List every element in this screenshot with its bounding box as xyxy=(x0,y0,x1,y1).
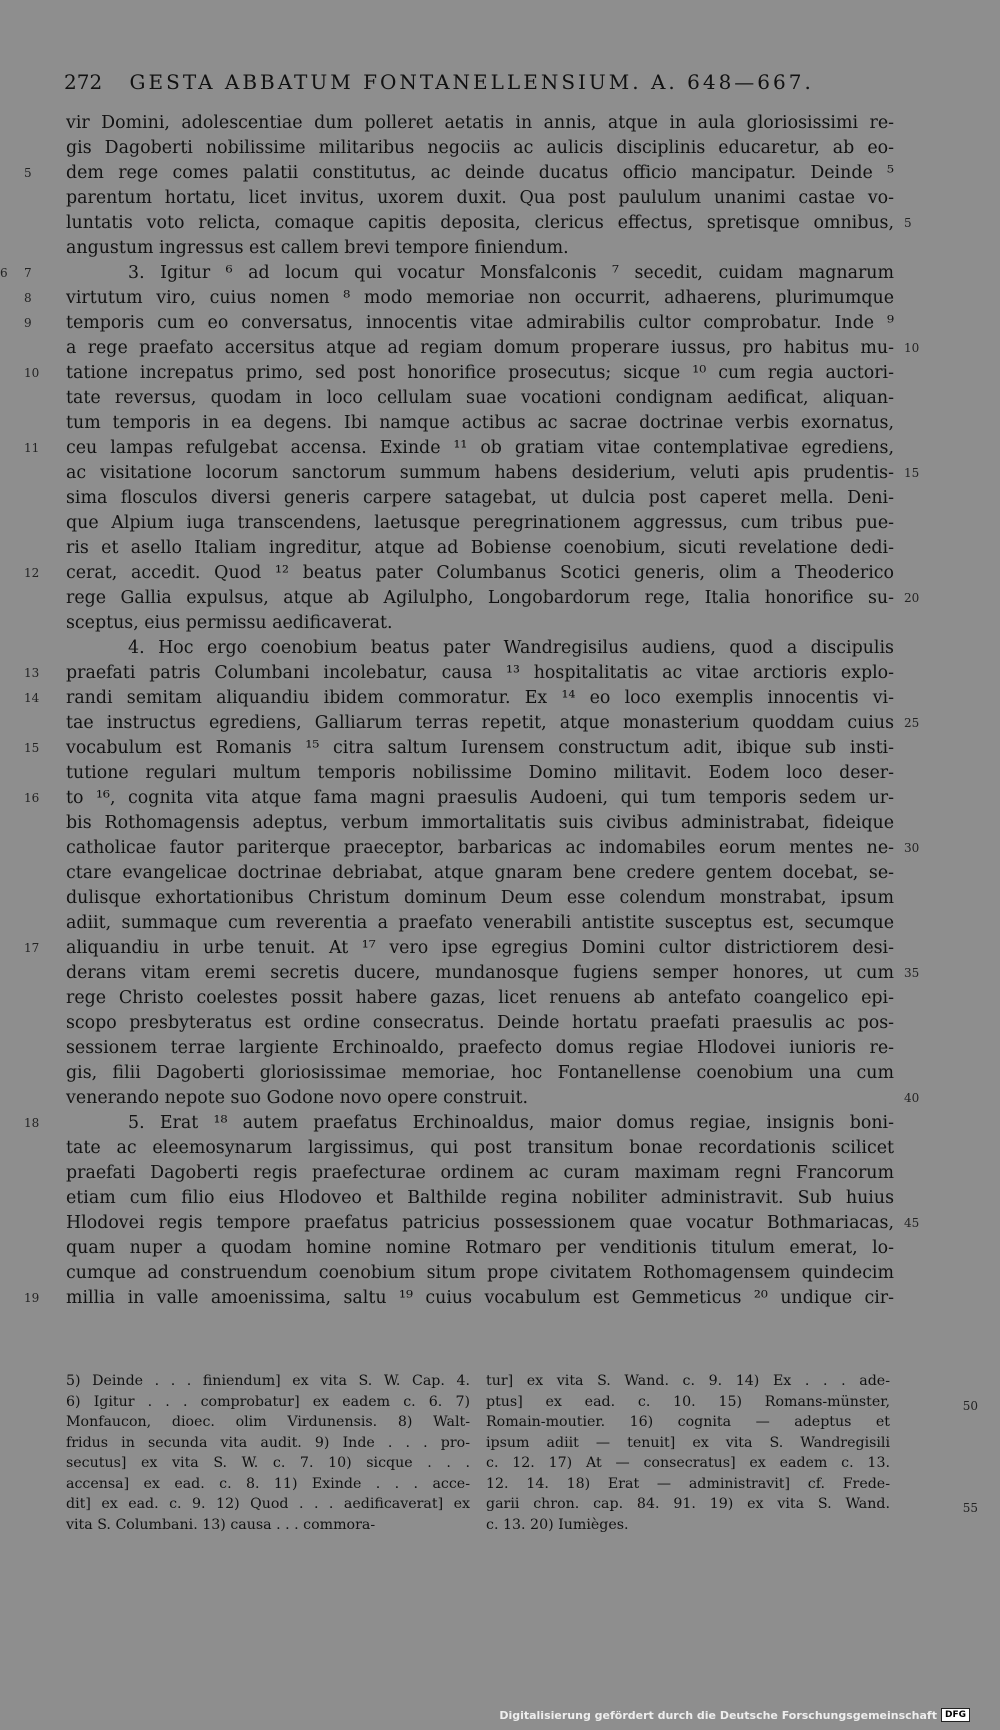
text-line xyxy=(66,186,894,211)
line-text: cerat, accedit. Quod ¹² beatus pater Columbanus Scotici generis, olim a Theoderico xyxy=(66,563,894,583)
line-text: ctare evangelicae doctrinae debriabat, atque gnaram bene credere gentem docebat, se- xyxy=(66,863,894,883)
footnote-line: secutus] ex vita S. W. c. 7. 10) sicque . . . xyxy=(66,1455,470,1471)
footnote-line: dit] ex ead. c. 9. 12) Quod . . . aedificaverat] ex xyxy=(66,1496,470,1512)
margin-line-number-left: 10 xyxy=(24,366,40,380)
text-line xyxy=(24,311,894,336)
line-text: sessionem terrae largiente Erchinoaldo, praefecto domus regiae Hlodovei iunioris re- xyxy=(66,1038,894,1058)
main-text xyxy=(0,111,920,1311)
line-text: vocabulum est Romanis ¹⁵ citra saltum Iurensem constructum adit, ibique sub insti- xyxy=(66,738,894,758)
text-line xyxy=(24,436,894,461)
line-text: derans vitam eremi secretis ducere, mundanosque fugiens semper honores, ut cum xyxy=(66,963,894,983)
text-line xyxy=(66,911,894,936)
line-text: venerando nepote suo Godone novo opere construit. xyxy=(66,1088,529,1108)
line-text: que Alpium iuga transcendens, laetusque peregrinationem aggressus, cum tribus pue- xyxy=(66,513,894,533)
line-text: praefati Dagoberti regis praefecturae ordinem ac curam maximam regni Francorum xyxy=(66,1163,894,1183)
margin-line-number-left: 19 xyxy=(24,1291,40,1305)
footnote-line: ptus] ex ead. c. 10. 15) Romans-münster, xyxy=(486,1393,890,1410)
footnotes-right-column xyxy=(486,1371,890,1535)
margin-line-number-right: 45 xyxy=(904,1216,920,1230)
text-line xyxy=(66,811,894,836)
line-text: tae instructus egrediens, Galliarum terras repetit, atque monasterium quoddam cuius xyxy=(66,713,894,733)
footnote-line: fridus in secunda vita audit. 9) Inde . . . pro- xyxy=(66,1434,470,1451)
line-text: scopo presbyteratus est ordine consecratus. Deinde hortatu praefati praesulis ac pos- xyxy=(66,1013,894,1033)
text-line xyxy=(66,536,894,561)
footnote-line: accensa] ex ead. c. 8. 11) Exinde . . . acce- xyxy=(66,1475,470,1492)
footnote-line: tur] ex vita S. Wand. c. 9. 14) Ex . . . ade- xyxy=(486,1373,890,1389)
text-line xyxy=(66,411,894,436)
text-line xyxy=(24,361,894,386)
text-line xyxy=(24,786,894,811)
line-text: dulisque exhortationibus Christum dominum Deum esse colendum monstrabat, ipsum xyxy=(66,888,894,908)
dfg-logo: DFG xyxy=(941,1708,970,1722)
text-line xyxy=(66,486,894,511)
line-text: 3. Igitur ⁶ ad locum qui vocatur Monsfalconis ⁷ secedit, cuidam magnarum xyxy=(128,263,894,283)
line-text: tate reversus, quodam in loco cellulam suae vocationi condignam aedificat, aliquan- xyxy=(66,388,894,408)
line-text: tate ac eleemosynarum largissimus, qui post transitum bonae recordationis scilicet xyxy=(66,1138,894,1158)
footnote-line: Monfaucon, dioec. olim Virdunensis. 8) Walt- xyxy=(66,1414,470,1430)
line-text: etiam cum filio eius Hlodoveo et Balthilde regina nobiliter administravit. Sub huius xyxy=(66,1188,894,1208)
footnotes xyxy=(66,1371,890,1535)
text-line xyxy=(66,611,894,636)
text-line xyxy=(24,1286,894,1311)
line-text: bis Rothomagensis adeptus, verbum immortalitatis suis civibus administrabat, fideique xyxy=(66,813,894,833)
text-line xyxy=(24,286,894,311)
line-text: ris et asello Italiam ingreditur, atque ad Bobiense coenobium, sicuti revelatione dedi- xyxy=(66,538,894,558)
text-line xyxy=(66,986,894,1011)
text-line xyxy=(66,111,894,136)
text-line xyxy=(66,461,920,486)
margin-line-number-right: 10 xyxy=(904,341,920,355)
text-line xyxy=(66,836,920,861)
line-text: to ¹⁶, cognita vita atque fama magni praesulis Audoeni, qui tum temporis sedem ur- xyxy=(66,788,894,808)
margin-line-number-right: 5 xyxy=(904,216,912,230)
line-text: adiit, summaque cum reverentia a praefato venerabili antistite susceptus est, secumque xyxy=(66,913,894,933)
text-line xyxy=(24,561,894,586)
margin-line-number-left: 16 xyxy=(24,791,40,805)
text-line xyxy=(24,1111,894,1136)
line-text: tum temporis in ea degens. Ibi namque actibus ac sacrae doctrinae verbis exornatus, xyxy=(66,413,894,433)
line-text: gis Dagoberti nobilissime militaribus negociis ac aulicis disciplinis educaretur, ab eo- xyxy=(66,138,894,158)
text-line xyxy=(66,1086,920,1111)
line-text: luntatis voto relicta, comaque capitis deposita, clericus effectus, spretisque omnibus, xyxy=(66,213,894,233)
text-line xyxy=(66,336,920,361)
margin-line-number-left: 18 xyxy=(24,1116,40,1130)
text-line xyxy=(66,211,912,236)
line-text: tutione regulari multum temporis nobilissime Domino militavit. Eodem loco deser- xyxy=(66,763,894,783)
footnote-line: Romain-moutier. 16) cognita — adeptus et xyxy=(486,1414,890,1430)
line-text: sceptus, eius permissu aedificaverat. xyxy=(66,613,393,633)
text-line xyxy=(66,711,920,736)
page-number: 272 xyxy=(64,70,103,94)
text-line xyxy=(66,886,894,911)
margin-line-number-left: 12 xyxy=(24,566,40,580)
margin-line-number-right: 30 xyxy=(904,841,920,855)
margin-line-number-left: 5 xyxy=(24,166,32,180)
margin-line-number-right: 40 xyxy=(904,1091,920,1105)
margin-line-number-left: 11 xyxy=(24,441,40,455)
line-text: randi semitam aliquandiu ibidem commoratur. Ex ¹⁴ eo loco exemplis innocentis vi- xyxy=(66,688,894,708)
line-text: parentum hortatu, licet invitus, uxorem duxit. Qua post paululum unanimi castae vo- xyxy=(66,188,894,208)
line-text: 4. Hoc ergo coenobium beatus pater Wandregisilus audiens, quod a discipulis xyxy=(128,638,894,658)
digitization-footer xyxy=(499,1708,970,1722)
margin-line-number-left: 9 xyxy=(24,316,32,330)
footnote-line: c. 12. 17) At — consecratus] ex eadem c. 13. xyxy=(486,1455,890,1471)
text-line xyxy=(66,1236,894,1261)
margin-line-number-right: 15 xyxy=(904,466,920,480)
footer-text: Digitalisierung gefördert durch die Deutsche Forschungsgemeinschaft xyxy=(499,1708,937,1722)
text-line xyxy=(24,661,894,686)
text-line xyxy=(66,136,894,161)
line-text: sima flosculos diversi generis carpere satagebat, ut dulcia post caperet mella. Deni- xyxy=(66,488,894,508)
footnotes-left-column xyxy=(66,1371,470,1535)
margin-line-number-right: 35 xyxy=(904,966,920,980)
line-text: ceu lampas refulgebat accensa. Exinde ¹¹ ob gratiam vitae contemplativae egrediens, xyxy=(66,438,894,458)
line-text: angustum ingressus est callem brevi tempore finiendum. xyxy=(66,238,569,258)
line-text: Hlodovei regis tempore praefatus patricius possessionem quae vocatur Bothmariacas, xyxy=(66,1213,894,1233)
margin-line-number-left: 14 xyxy=(24,691,40,705)
page-header xyxy=(64,70,944,94)
text-line xyxy=(24,686,894,711)
text-line xyxy=(66,1061,894,1086)
footnote-line: vita S. Columbani. 13) causa . . . commora- xyxy=(66,1516,376,1533)
text-line xyxy=(66,1261,894,1286)
text-line xyxy=(66,1011,894,1036)
line-text: catholicae fautor pariterque praeceptor, barbaricas ac indomabiles eorum mentes ne- xyxy=(66,838,894,858)
margin-line-number: 50 xyxy=(962,1399,978,1413)
line-text: rege Gallia expulsus, atque ab Agilulpho, Longobardorum rege, Italia honorifice su- xyxy=(66,588,894,608)
text-line xyxy=(24,936,894,961)
footnote-line: garii chron. cap. 84. 91. 19) ex vita S. Wand. xyxy=(486,1496,890,1512)
text-line xyxy=(66,761,894,786)
margin-line-number-right: 25 xyxy=(904,716,920,730)
text-line xyxy=(66,961,920,986)
text-line xyxy=(0,261,894,286)
text-line xyxy=(66,1136,894,1161)
text-line xyxy=(66,861,894,886)
line-text: tatione increpatus primo, sed post honorifice prosecutus; sicque ¹⁰ cum regia auctori- xyxy=(66,363,894,383)
margin-line-number-left: 8 xyxy=(24,291,32,305)
footnote-line: 12. 14. 18) Erat — administravit] cf. Frede- xyxy=(486,1475,890,1492)
margin-line-number-outer: 6 xyxy=(0,266,8,280)
text-line xyxy=(66,636,894,661)
line-text: quam nuper a quodam homine nomine Rotmaro per venditionis titulum emerat, lo- xyxy=(66,1238,894,1258)
footnote-line: c. 13. 20) Iumièges. xyxy=(486,1516,629,1533)
margin-line-number-left: 7 xyxy=(24,266,32,280)
line-text: ac visitatione locorum sanctorum summum habens desiderium, veluti apis prudentis- xyxy=(66,463,894,483)
margin-line-number-left: 15 xyxy=(24,741,40,755)
text-line xyxy=(66,586,920,611)
line-text: temporis cum eo conversatus, innocentis vitae admirabilis cultor comprobatur. Inde ⁹ xyxy=(66,313,894,333)
line-text: a rege praefato accersitus atque ad regiam domum properare iussus, pro habitus mu- xyxy=(66,338,894,358)
text-line xyxy=(66,1161,894,1186)
line-text: rege Christo coelestes possit habere gazas, licet renuens ab antefato coangelico epi- xyxy=(66,988,894,1008)
text-line xyxy=(66,386,894,411)
text-line xyxy=(66,1186,894,1211)
line-text: aliquandiu in urbe tenuit. At ¹⁷ vero ipse egregius Domini cultor districtiorem desi- xyxy=(66,938,894,958)
line-text: gis, filii Dagoberti gloriosissimae memoriae, hoc Fontanellense coenobium una cum xyxy=(66,1063,894,1083)
line-text: cumque ad construendum coenobium situm prope civitatem Rothomagensem quindecim xyxy=(66,1263,894,1283)
margin-line-number-left: 17 xyxy=(24,941,40,955)
line-text: 5. Erat ¹⁸ autem praefatus Erchinoaldus, maior domus regiae, insignis boni- xyxy=(128,1113,894,1133)
margin-line-number: 55 xyxy=(962,1501,978,1515)
margin-line-number-right: 20 xyxy=(904,591,920,605)
margin-line-number-left: 13 xyxy=(24,666,40,680)
text-line xyxy=(66,236,894,261)
line-text: praefati patris Columbani incolebatur, causa ¹³ hospitalitatis ac vitae arctioris explo- xyxy=(66,663,894,683)
text-line xyxy=(24,736,894,761)
footnote-line: ipsum adiit — tenuit] ex vita S. Wandregisili xyxy=(486,1434,890,1451)
footnote-line: 6) Igitur . . . comprobatur] ex eadem c. 6. 7) xyxy=(66,1393,470,1410)
line-text: dem rege comes palatii constitutus, ac deinde ducatus officio mancipatur. Deinde ⁵ xyxy=(66,163,894,183)
running-title: GESTA ABBATUM FONTANELLENSIUM. A. 648—667. xyxy=(129,70,814,94)
line-text: vir Domini, adolescentiae dum polleret aetatis in annis, atque in aula gloriosissimi re- xyxy=(66,113,894,133)
text-line xyxy=(66,511,894,536)
line-text: virtutum viro, cuius nomen ⁸ modo memoriae non occurrit, adhaerens, plurimumque xyxy=(66,288,894,308)
footnote-line: 5) Deinde . . . finiendum] ex vita S. W. Cap. 4. xyxy=(66,1373,470,1389)
line-text: millia in valle amoenissima, saltu ¹⁹ cuius vocabulum est Gemmeticus ²⁰ undique cir- xyxy=(66,1288,894,1308)
text-line xyxy=(66,1036,894,1061)
text-line xyxy=(66,1211,920,1236)
text-line xyxy=(24,161,894,186)
